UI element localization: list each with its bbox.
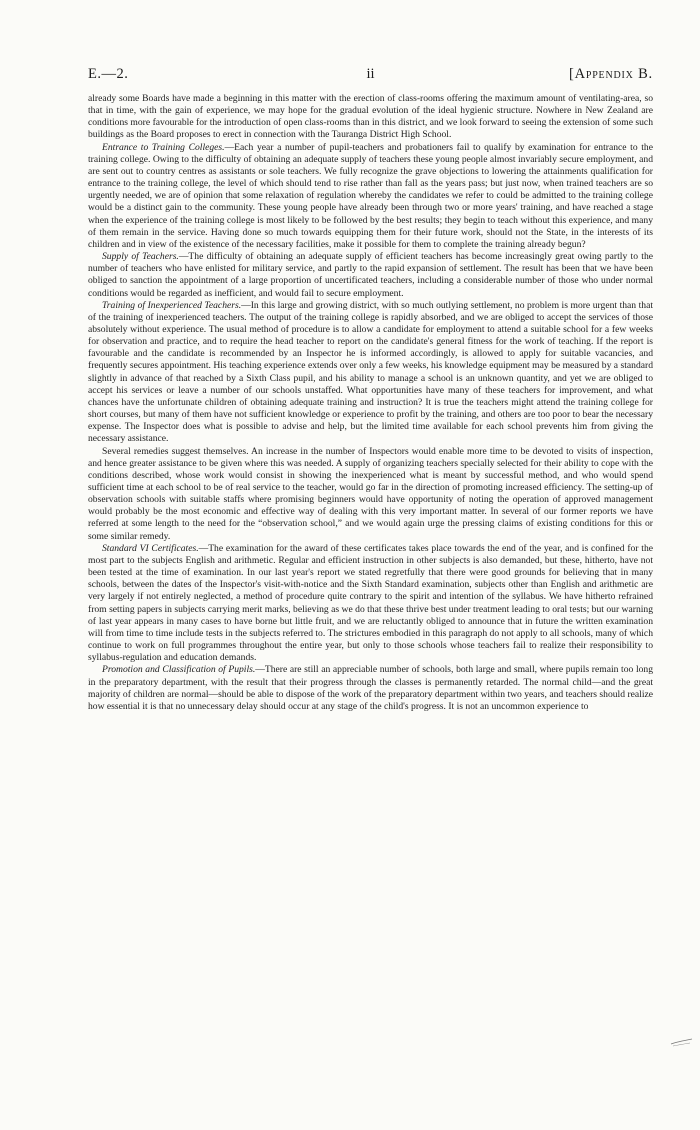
- paragraph-remedies: Several remedies suggest themselves. An increase in the number of Inspectors would enable more time to be devoted to visits of inspection, and hence greater assistance to be given where this was needed. A supply of organizing teachers specially selected for their ability to cope with the conditions described, whose work would consist in showing the inexperienced what is meant by successful method, and who would spend sufficient time at each school to be of real service to the teacher, would go far in the direction of promoting increased efficiency. The setting-up of observation schools with suitable staffs where promising beginners would have opportunity of noting the operation of approved management would probably be the most economic and effective way of dealing with this very important matter. In several of our former reports we have referred at some length to the need for the “observation school,” and we would again urge the pressing claims of existing conditions for this or some similar remedy.: [88, 445, 653, 542]
- section-heading: Supply of Teachers.: [102, 251, 179, 263]
- section-heading: Training of Inexperienced Teachers.: [102, 299, 242, 311]
- paragraph-standard-vi: Standard VI Certificates.—The examination for the award of these certificates takes place towards the end of the year, and is confined for the most part to the subjects English and arithmetic. Regular and efficient instruction in other subjects is also demanded, but these, hitherto, have not been tested at the time of examination. In our last year's report we stated regretfully that there were good grounds for believing that in many schools, between the dates of the Inspector's visit-with-notice and the Sixth Standard examination, subjects other than English and arithmetic are very largely if not entirely neglected, a method of procedure quite contrary to the spirit and intention of the syllabus. We have hitherto refrained from setting papers in subjects carrying merit marks, believing as we do that these thrive best under treatment leading to oral tests; but our warning of last year appears in many cases to have borne but little fruit, and we are reluctantly obliged to announce that in future the written examination will from time to time include tests in the subjects referred to. The strictures embodied in this paragraph do not apply to all schools, many of which continue to work on full programmes throughout the entire year, but only to those schools whose teachers fail to realize their responsibility to syllabus-regulation and education demands.: [88, 542, 653, 664]
- paragraph-ventilation: already some Boards have made a beginning in this matter with the erection of class-rooms offering the maximum amount of ventilating-area, so that in time, with the gain of experience, we may hope for the gradual evolution of the ideal hygienic structure. Nowhere in New Zealand are conditions more favourable for the introduction of open class-rooms than in this district, and we look forward to seeing the extension of some such buildings as the Board proposes to erect in connection with the Tauranga District High School.: [88, 93, 653, 141]
- paragraph-promotion-classification: Promotion and Classification of Pupils.—There are still an appreciable number of schools, both large and small, where pupils remain too long in the preparatory department, with the result that their progress through the classes is permanently retarded. The normal child—and the great majority of children are normal—should be able to dispose of the work of the preparatory department within two years, and teachers should realize how essential it is that no unnecessary delay should occur at any stage of the child's progress. It is not an uncommon experience to: [88, 664, 653, 712]
- margin-pencil-mark: [670, 1036, 694, 1048]
- document-page: [88, 66, 653, 713]
- paragraph-training-inexperienced: Training of Inexperienced Teachers.—In this large and growing district, with so much outlying settlement, no problem is more urgent than that of the training of inexperienced teachers. The output of the training college is rapidly absorbed, and we are obliged to accept the services of those absolutely without experience. The usual method of procedure is to allow a candidate for employment to attend a suitable school for a few weeks for observation and practice, and to require the head teacher to report on the candidate's general fitness for the work of teaching. If the report is favourable and the candidate is recommended by an Inspector he is informed accordingly, is allowed to apply for suitable vacancies, and frequently secures appointment. His teaching experience extends over only a few weeks, his knowledge equipment may be measured by a standard slightly in advance of that reached by a Sixth Class pupil, and his ability to manage a school is an unknown quantity, and yet we are obliged to accept his services or leave a number of our schools unstaffed. What opportunities have many of these teachers for improvement, and what chances have the unfortunate children of obtaining adequate training and instruction? It is true the teachers might attend the training college for short courses, but many of them have not sufficient knowledge or experience to profit by the training, and others are too poor to bear the necessary expense. The Inspector does what is possible to advise and help, but the limited time available for each school prevents him from giving the necessary assistance.: [88, 299, 654, 445]
- paragraph-supply-of-teachers: Supply of Teachers.—The difficulty of obtaining an adequate supply of efficient teachers has become increasingly great owing partly to the number of teachers who have enlisted for military service, and partly to the rapid expansion of settlement. The result has been that we have been obliged to sanction the appointment of a large proportion of uncertificated teachers, including a considerable number of those who under normal conditions would be regarded as inefficient, and would fail to secure employment.: [88, 251, 653, 299]
- report-code: E.—2.: [88, 66, 129, 82]
- section-heading: Entrance to Training Colleges.: [102, 141, 225, 153]
- section-heading: Promotion and Classification of Pupils.: [102, 664, 256, 676]
- section-heading: Standard VI Certificates.: [102, 542, 199, 554]
- body-text: [88, 93, 653, 713]
- page-header: [88, 66, 653, 83]
- page-number: ii: [366, 66, 375, 82]
- paragraph-entrance-training-colleges: Entrance to Training Colleges.—Each year a number of pupil-teachers and probationers fail to qualify by examination for entrance to the training college. Owing to the difficulty of obtaining an adequate supply of teachers these young people almost invariably secure employment, and are sent out to country centres as assistants or sole teachers. We fully recognize the grave objections to lowering the attainments qualification for entrance to the training college, the level of which should tend to rise rather than fall as the years pass; but just now, when trained teachers are so urgently needed, we are of opinion that some relaxation of regulation whereby the candidates we refer to could be admitted to the training college would be a distinct gain to the community. These young people have already been through two or more years' training, and have reached a stage when the experience of the training college is most likely to be followed by the best results; they begin to teach without this experience, and many of them remain in the service. Having done so much towards equipping them for their future work, should not the State, in the interests of its children and in view of the existence of the necessary facilities, make it possible for them to complete the training already begun?: [88, 141, 653, 250]
- appendix-label: [Appendix B.: [568, 66, 653, 82]
